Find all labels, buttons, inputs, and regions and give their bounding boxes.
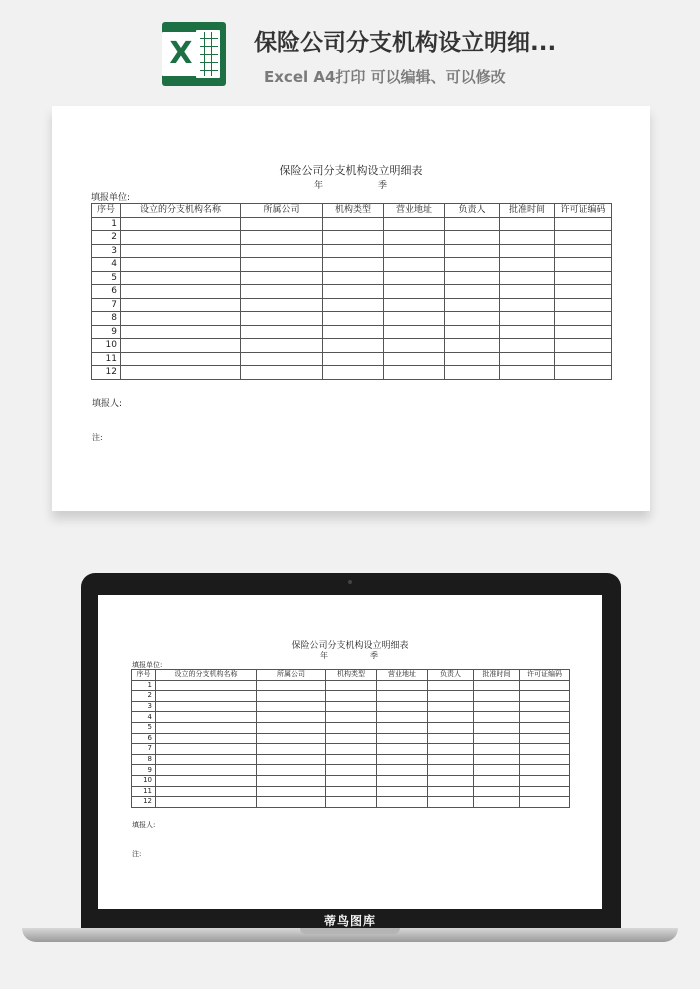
table-cell[interactable] <box>156 712 257 723</box>
table-cell[interactable] <box>500 312 555 326</box>
table-cell[interactable] <box>384 298 445 312</box>
table-cell[interactable] <box>241 258 323 272</box>
table-row <box>92 231 612 245</box>
table-row <box>92 352 612 366</box>
table-cell[interactable] <box>121 352 241 366</box>
table-cell[interactable] <box>241 325 323 339</box>
table-cell[interactable] <box>257 797 326 808</box>
table-cell[interactable] <box>326 786 377 797</box>
table-cell[interactable] <box>445 366 500 380</box>
table-row <box>132 733 570 744</box>
table-cell[interactable] <box>241 231 323 245</box>
table-cell[interactable] <box>121 231 241 245</box>
table-cell[interactable] <box>474 775 520 786</box>
column-header: 营业地址 <box>384 204 445 218</box>
table-cell[interactable] <box>323 231 384 245</box>
table-cell[interactable] <box>156 744 257 755</box>
table-cell[interactable] <box>500 339 555 353</box>
table-cell[interactable] <box>474 712 520 723</box>
table-cell[interactable] <box>445 231 500 245</box>
table-cell[interactable] <box>257 744 326 755</box>
table-cell[interactable] <box>257 733 326 744</box>
table-cell[interactable] <box>241 285 323 299</box>
table-cell[interactable] <box>121 339 241 353</box>
detail-table <box>91 203 612 380</box>
table-cell[interactable] <box>241 217 323 231</box>
table-cell[interactable] <box>377 744 428 755</box>
table-cell[interactable] <box>377 754 428 765</box>
table-cell[interactable] <box>445 285 500 299</box>
table-cell[interactable] <box>384 217 445 231</box>
table-cell[interactable] <box>377 786 428 797</box>
table-row <box>132 722 570 733</box>
table-cell[interactable] <box>121 244 241 258</box>
table-row <box>92 244 612 258</box>
table-cell[interactable] <box>257 754 326 765</box>
table-cell[interactable] <box>445 298 500 312</box>
year-label: 年 <box>320 651 328 660</box>
table-row <box>92 325 612 339</box>
table-cell[interactable] <box>500 258 555 272</box>
table-cell[interactable] <box>555 352 612 366</box>
table-cell[interactable] <box>520 701 570 712</box>
table-cell[interactable] <box>520 786 570 797</box>
table-cell[interactable] <box>384 352 445 366</box>
table-cell[interactable] <box>156 797 257 808</box>
table-row <box>92 217 612 231</box>
row-index-cell: 8 <box>92 312 121 326</box>
table-cell[interactable] <box>520 797 570 808</box>
table-cell[interactable] <box>326 691 377 702</box>
table-cell[interactable] <box>428 765 474 776</box>
table-row <box>132 712 570 723</box>
table-cell[interactable] <box>326 733 377 744</box>
table-cell[interactable] <box>428 712 474 723</box>
column-header: 序号 <box>92 204 121 218</box>
table-cell[interactable] <box>257 701 326 712</box>
table-cell[interactable] <box>474 680 520 691</box>
table-cell[interactable] <box>428 775 474 786</box>
note-label: 注: <box>92 433 103 442</box>
table-cell[interactable] <box>241 366 323 380</box>
column-header: 批准时间 <box>474 670 520 681</box>
table-cell[interactable] <box>445 325 500 339</box>
table-cell[interactable] <box>500 285 555 299</box>
sheet-preview-laptop <box>98 595 602 909</box>
table-cell[interactable] <box>555 231 612 245</box>
table-cell[interactable] <box>384 271 445 285</box>
row-index-cell: 2 <box>92 231 121 245</box>
table-cell[interactable] <box>428 733 474 744</box>
table-cell[interactable] <box>474 701 520 712</box>
row-index-cell: 11 <box>132 786 156 797</box>
table-cell[interactable] <box>377 733 428 744</box>
laptop-camera <box>348 580 352 584</box>
brand-label: 蒂鸟图库 <box>323 914 376 928</box>
table-cell[interactable] <box>428 797 474 808</box>
table-cell[interactable] <box>474 733 520 744</box>
table-cell[interactable] <box>156 680 257 691</box>
table-cell[interactable] <box>384 366 445 380</box>
table-cell[interactable] <box>377 712 428 723</box>
column-header: 设立的分支机构名称 <box>156 670 257 681</box>
table-cell[interactable] <box>555 366 612 380</box>
table-cell[interactable] <box>377 722 428 733</box>
table-cell[interactable] <box>500 366 555 380</box>
table-cell[interactable] <box>555 271 612 285</box>
table-cell[interactable] <box>326 712 377 723</box>
column-header: 许可证编码 <box>520 670 570 681</box>
table-cell[interactable] <box>326 744 377 755</box>
table-cell[interactable] <box>428 754 474 765</box>
row-index-cell: 6 <box>132 733 156 744</box>
row-index-cell: 3 <box>132 701 156 712</box>
table-cell[interactable] <box>555 217 612 231</box>
table-header-row <box>92 204 612 218</box>
table-cell[interactable] <box>241 298 323 312</box>
table-cell[interactable] <box>500 217 555 231</box>
table-row <box>132 775 570 786</box>
table-cell[interactable] <box>474 744 520 755</box>
table-cell[interactable] <box>323 352 384 366</box>
column-header: 批准时间 <box>500 204 555 218</box>
table-cell[interactable] <box>241 352 323 366</box>
table-cell[interactable] <box>257 765 326 776</box>
table-cell[interactable] <box>384 325 445 339</box>
row-index-cell: 2 <box>132 691 156 702</box>
row-index-cell: 7 <box>132 744 156 755</box>
table-cell[interactable] <box>445 217 500 231</box>
row-index-cell: 1 <box>92 217 121 231</box>
table-cell[interactable] <box>428 680 474 691</box>
table-cell[interactable] <box>500 271 555 285</box>
column-header: 序号 <box>132 670 156 681</box>
table-row <box>132 744 570 755</box>
row-index-cell: 1 <box>132 680 156 691</box>
table-cell[interactable] <box>500 298 555 312</box>
table-cell[interactable] <box>121 312 241 326</box>
row-index-cell: 8 <box>132 754 156 765</box>
row-index-cell: 4 <box>132 712 156 723</box>
column-header: 营业地址 <box>377 670 428 681</box>
year-label: 年 <box>314 181 324 191</box>
table-cell[interactable] <box>156 775 257 786</box>
table-cell[interactable] <box>428 691 474 702</box>
table-cell[interactable] <box>474 754 520 765</box>
table-row <box>92 298 612 312</box>
note-label: 注: <box>132 850 142 858</box>
table-cell[interactable] <box>323 312 384 326</box>
table-row <box>92 285 612 299</box>
table-cell[interactable] <box>520 765 570 776</box>
table-cell[interactable] <box>555 285 612 299</box>
table-cell[interactable] <box>474 797 520 808</box>
column-header: 所属公司 <box>257 670 326 681</box>
table-cell[interactable] <box>384 339 445 353</box>
table-row <box>132 754 570 765</box>
table-cell[interactable] <box>520 722 570 733</box>
column-header: 机构类型 <box>326 670 377 681</box>
table-cell[interactable] <box>384 244 445 258</box>
row-index-cell: 9 <box>92 325 121 339</box>
row-index-cell: 9 <box>132 765 156 776</box>
table-cell[interactable] <box>520 754 570 765</box>
table-cell[interactable] <box>257 786 326 797</box>
table-cell[interactable] <box>555 339 612 353</box>
table-cell[interactable] <box>156 786 257 797</box>
table-cell[interactable] <box>520 691 570 702</box>
table-cell[interactable] <box>474 691 520 702</box>
row-index-cell: 7 <box>92 298 121 312</box>
table-header-row <box>132 670 570 681</box>
table-cell[interactable] <box>326 775 377 786</box>
table-cell[interactable] <box>377 701 428 712</box>
table-cell[interactable] <box>121 325 241 339</box>
table-cell[interactable] <box>326 754 377 765</box>
table-cell[interactable] <box>474 722 520 733</box>
table-cell[interactable] <box>500 231 555 245</box>
table-cell[interactable] <box>323 217 384 231</box>
page-subtitle: Excel A4打印 可以编辑、可以修改 <box>264 68 506 86</box>
table-cell[interactable] <box>326 680 377 691</box>
excel-icon: X <box>162 22 226 86</box>
season-label: 季 <box>378 181 388 191</box>
table-cell[interactable] <box>384 312 445 326</box>
column-header: 许可证编码 <box>555 204 612 218</box>
table-cell[interactable] <box>428 701 474 712</box>
table-cell[interactable] <box>377 680 428 691</box>
table-cell[interactable] <box>121 285 241 299</box>
table-cell[interactable] <box>257 712 326 723</box>
table-cell[interactable] <box>500 244 555 258</box>
table-cell[interactable] <box>121 271 241 285</box>
table-cell[interactable] <box>156 701 257 712</box>
table-row <box>132 797 570 808</box>
table-cell[interactable] <box>257 691 326 702</box>
row-index-cell: 12 <box>132 797 156 808</box>
table-cell[interactable] <box>474 765 520 776</box>
header <box>0 0 700 100</box>
table-cell[interactable] <box>500 352 555 366</box>
document-title: 保险公司分支机构设立明细表 <box>279 164 423 177</box>
table-cell[interactable] <box>241 312 323 326</box>
table-cell[interactable] <box>377 775 428 786</box>
table-cell[interactable] <box>555 325 612 339</box>
column-header: 负责人 <box>445 204 500 218</box>
fill-person-label: 填报人: <box>92 399 123 409</box>
row-index-cell: 11 <box>92 352 121 366</box>
table-cell[interactable] <box>445 312 500 326</box>
table-cell[interactable] <box>377 765 428 776</box>
table-cell[interactable] <box>121 217 241 231</box>
table-cell[interactable] <box>156 691 257 702</box>
table-cell[interactable] <box>156 722 257 733</box>
table-cell[interactable] <box>428 786 474 797</box>
table-row <box>132 701 570 712</box>
table-cell[interactable] <box>445 258 500 272</box>
table-cell[interactable] <box>326 722 377 733</box>
table-cell[interactable] <box>520 680 570 691</box>
table-cell[interactable] <box>520 775 570 786</box>
table-cell[interactable] <box>520 712 570 723</box>
table-cell[interactable] <box>156 754 257 765</box>
row-index-cell: 10 <box>92 339 121 353</box>
table-cell[interactable] <box>555 312 612 326</box>
table-cell[interactable] <box>326 701 377 712</box>
table-cell[interactable] <box>384 285 445 299</box>
fill-unit-label: 填报单位: <box>91 193 131 203</box>
table-cell[interactable] <box>121 258 241 272</box>
table-cell[interactable] <box>121 366 241 380</box>
table-row <box>132 691 570 702</box>
table-cell[interactable] <box>428 722 474 733</box>
fill-person-label: 填报人: <box>132 821 156 829</box>
table-cell[interactable] <box>555 298 612 312</box>
season-label: 季 <box>370 651 378 660</box>
table-cell[interactable] <box>323 244 384 258</box>
table-cell[interactable] <box>323 325 384 339</box>
table-cell[interactable] <box>323 366 384 380</box>
table-cell[interactable] <box>445 271 500 285</box>
fill-unit-label: 填报单位: <box>132 661 163 669</box>
table-cell[interactable] <box>555 258 612 272</box>
table-cell[interactable] <box>445 339 500 353</box>
row-index-cell: 10 <box>132 775 156 786</box>
page-title: 保险公司分支机构设立明细... <box>254 30 557 56</box>
table-cell[interactable] <box>257 722 326 733</box>
table-cell[interactable] <box>520 733 570 744</box>
table-cell[interactable] <box>257 680 326 691</box>
table-cell[interactable] <box>428 744 474 755</box>
sheet-preview-top <box>52 106 650 511</box>
table-row <box>92 271 612 285</box>
table-cell[interactable] <box>241 339 323 353</box>
table-cell[interactable] <box>323 285 384 299</box>
table-row <box>92 339 612 353</box>
table-cell[interactable] <box>156 733 257 744</box>
table-cell[interactable] <box>121 298 241 312</box>
table-cell[interactable] <box>323 271 384 285</box>
table-cell[interactable] <box>257 775 326 786</box>
table-cell[interactable] <box>445 244 500 258</box>
table-cell[interactable] <box>384 258 445 272</box>
table-cell[interactable] <box>555 244 612 258</box>
column-header: 机构类型 <box>323 204 384 218</box>
table-row <box>92 366 612 380</box>
table-cell[interactable] <box>323 258 384 272</box>
table-row <box>132 680 570 691</box>
row-index-cell: 4 <box>92 258 121 272</box>
table-cell[interactable] <box>445 352 500 366</box>
table-cell[interactable] <box>326 765 377 776</box>
table-cell[interactable] <box>241 244 323 258</box>
table-cell[interactable] <box>241 271 323 285</box>
table-cell[interactable] <box>500 325 555 339</box>
table-cell[interactable] <box>520 744 570 755</box>
row-index-cell: 5 <box>92 271 121 285</box>
table-cell[interactable] <box>323 298 384 312</box>
table-cell[interactable] <box>474 786 520 797</box>
table-cell[interactable] <box>377 797 428 808</box>
column-header: 负责人 <box>428 670 474 681</box>
table-cell[interactable] <box>326 797 377 808</box>
table-cell[interactable] <box>384 231 445 245</box>
row-index-cell: 5 <box>132 722 156 733</box>
table-row <box>132 765 570 776</box>
table-row <box>92 312 612 326</box>
table-cell[interactable] <box>323 339 384 353</box>
column-header: 设立的分支机构名称 <box>121 204 241 218</box>
row-index-cell: 6 <box>92 285 121 299</box>
table-cell[interactable] <box>377 691 428 702</box>
document-title: 保险公司分支机构设立明细表 <box>291 641 409 651</box>
table-row <box>132 786 570 797</box>
row-index-cell: 12 <box>92 366 121 380</box>
table-row <box>92 258 612 272</box>
row-index-cell: 3 <box>92 244 121 258</box>
table-cell[interactable] <box>156 765 257 776</box>
detail-table <box>131 669 570 808</box>
column-header: 所属公司 <box>241 204 323 218</box>
